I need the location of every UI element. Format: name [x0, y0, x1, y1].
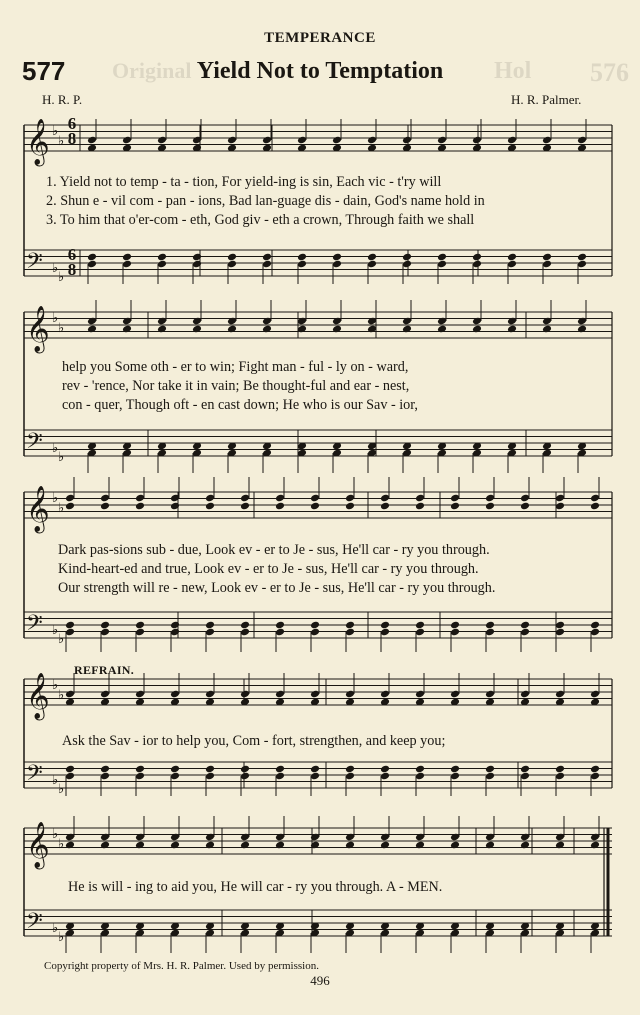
flat-icon: ♭	[52, 623, 59, 638]
note-head	[485, 502, 495, 511]
note-head	[205, 841, 215, 850]
note-head	[402, 253, 412, 262]
note-head	[590, 841, 600, 850]
staff-lines	[24, 119, 612, 953]
note-head	[332, 253, 342, 262]
note-head	[100, 621, 110, 630]
bleed-through-text: Original	[112, 58, 192, 83]
note-head	[65, 502, 75, 511]
note-head	[415, 621, 425, 630]
note-head	[157, 253, 167, 262]
note-head	[170, 765, 180, 774]
note-head	[310, 502, 320, 511]
note-head	[380, 621, 390, 630]
lyric-line: Ask the Sav - ior to help you, Com - fort, strengthen, and keep you;	[62, 733, 446, 749]
note-head	[205, 502, 215, 511]
bass-clef-icon: 𝄢	[26, 909, 43, 939]
bleed-through-text: 576	[590, 58, 629, 87]
note-head	[192, 325, 202, 334]
note-head	[240, 621, 250, 630]
note-head	[157, 325, 167, 334]
note-head	[520, 841, 530, 850]
flat-icon: ♭	[58, 688, 65, 703]
treble-clef-icon: 𝄞	[26, 119, 50, 165]
note-head	[275, 621, 285, 630]
note-head	[87, 253, 97, 262]
flat-icon: ♭	[58, 501, 65, 516]
time-signature-top: 6	[67, 245, 77, 264]
note-head	[227, 325, 237, 334]
bass-clef-icon: 𝄢	[26, 429, 43, 459]
note-head	[100, 841, 110, 850]
note-head	[415, 765, 425, 774]
note-head	[345, 841, 355, 850]
note-head	[415, 841, 425, 850]
note-head	[275, 502, 285, 511]
note-head	[135, 841, 145, 850]
note-head	[380, 502, 390, 511]
note-head	[485, 621, 495, 630]
note-head	[135, 502, 145, 511]
page-number: 496	[310, 973, 330, 988]
note-head	[590, 502, 600, 511]
note-head	[450, 765, 460, 774]
flat-icon: ♭	[58, 270, 65, 285]
lyric-line: rev - 'rence, Nor take it in vain; Be thought-ful and ear - nest,	[62, 378, 410, 394]
flat-icon: ♭	[52, 678, 59, 693]
note-head	[205, 765, 215, 774]
note-head	[240, 765, 250, 774]
treble-clef-icon: 𝄞	[26, 822, 50, 868]
clef-glyphs	[26, 119, 64, 945]
copyright-notice: Copyright property of Mrs. H. R. Palmer. Used by permission.	[44, 960, 319, 972]
lyric-line: con - quer, Though oft - en cast down; He who is our Sav - ior,	[62, 397, 418, 413]
note-head	[542, 325, 552, 334]
note-head	[262, 325, 272, 334]
note-head	[507, 325, 517, 334]
flat-icon: ♭	[52, 311, 59, 326]
note-head	[345, 765, 355, 774]
note-head	[485, 765, 495, 774]
note-head	[577, 253, 587, 262]
note-head	[520, 502, 530, 511]
time-signature	[66, 116, 78, 146]
note-head	[65, 621, 75, 630]
note-head	[520, 765, 530, 774]
note-head	[402, 325, 412, 334]
note-head	[590, 621, 600, 630]
note-head	[507, 253, 517, 262]
note-head	[240, 502, 250, 511]
flat-icon: ♭	[58, 134, 65, 149]
hymn-title: Yield Not to Temptation	[196, 58, 444, 84]
flat-icon: ♭	[58, 450, 65, 465]
hymn-number: 577	[22, 56, 66, 86]
note-head	[192, 253, 202, 262]
note-head	[205, 621, 215, 630]
flat-icon: ♭	[52, 921, 59, 936]
note-head	[275, 841, 285, 850]
note-head	[450, 502, 460, 511]
note-head	[100, 502, 110, 511]
note-head	[87, 325, 97, 334]
section-heading: TEMPERANCE	[264, 30, 376, 46]
note-head	[472, 325, 482, 334]
flat-icon: ♭	[58, 782, 65, 797]
words-credit: H. R. P.	[42, 92, 83, 107]
note-head	[310, 621, 320, 630]
time-signature	[66, 247, 78, 277]
note-head	[542, 253, 552, 262]
lyric-line: Our strength will re - new, Look ev - er to Je - sus, He'll car - ry you through.	[58, 580, 496, 596]
bleed-through-text: Hol	[494, 58, 532, 84]
flat-icon: ♭	[52, 773, 59, 788]
lyric-line: Kind-heart-ed and true, Look ev - er to Je - sus, He'll car - ry you through.	[58, 561, 479, 577]
note-head	[472, 253, 482, 262]
note-head	[520, 621, 530, 630]
flat-icon: ♭	[52, 491, 59, 506]
note-head	[122, 253, 132, 262]
note-head	[485, 841, 495, 850]
note-head	[450, 841, 460, 850]
note-head	[367, 253, 377, 262]
time-signature-bottom: 8	[67, 129, 77, 148]
lyric-line: 3. To him that o'er-com - eth, God giv - eth a crown, Through faith we shall	[46, 212, 475, 228]
music-credit: H. R. Palmer.	[511, 92, 582, 107]
treble-clef-icon: 𝄞	[26, 486, 50, 532]
note-head	[170, 841, 180, 850]
note-head	[437, 253, 447, 262]
flat-icon: ♭	[52, 261, 59, 276]
lyric-line: 2. Shun e - vil com - pan - ions, Bad lan-guage dis - dain, God's name hold in	[46, 193, 485, 209]
note-head	[555, 765, 565, 774]
note-head	[275, 765, 285, 774]
note-heads	[65, 136, 600, 938]
note-head	[135, 765, 145, 774]
flat-icon: ♭	[52, 441, 59, 456]
flat-icon: ♭	[58, 632, 65, 647]
bass-clef-icon: 𝄢	[26, 249, 43, 279]
note-head	[345, 621, 355, 630]
note-head	[437, 325, 447, 334]
note-head	[310, 841, 320, 850]
time-signature-top: 6	[67, 114, 77, 133]
flat-icon: ♭	[52, 124, 59, 139]
flat-icon: ♭	[58, 321, 65, 336]
note-head	[65, 765, 75, 774]
note-head	[380, 765, 390, 774]
note-head	[380, 841, 390, 850]
note-head	[240, 841, 250, 850]
refrain-label: REFRAIN.	[74, 663, 135, 677]
note-head	[590, 765, 600, 774]
lyric-line: He is will - ing to aid you, He will car - ry you through. A - MEN.	[68, 879, 443, 895]
note-head	[555, 841, 565, 850]
note-head	[577, 325, 587, 334]
note-head	[345, 502, 355, 511]
note-head	[227, 253, 237, 262]
lyric-line: Dark pas-sions sub - due, Look ev - er to Je - sus, He'll car - ry you through.	[58, 542, 490, 558]
flat-icon: ♭	[58, 837, 65, 852]
note-head	[170, 502, 180, 511]
note-head	[332, 325, 342, 334]
note-head	[122, 325, 132, 334]
note-head	[310, 765, 320, 774]
note-head	[135, 621, 145, 630]
lyric-line: help you Some oth - er to win; Fight man - ful - ly on - ward,	[62, 359, 409, 375]
note-head	[100, 765, 110, 774]
lyric-line: 1. Yield not to temp - ta - tion, For yield-ing is sin, Each vic - t'ry will	[46, 174, 442, 190]
note-head	[262, 253, 272, 262]
flat-icon: ♭	[52, 827, 59, 842]
flat-icon: ♭	[58, 930, 65, 945]
bass-clef-icon: 𝄢	[26, 761, 43, 791]
treble-clef-icon: 𝄞	[26, 306, 50, 352]
bass-clef-icon: 𝄢	[26, 611, 43, 641]
time-signature-bottom: 8	[67, 260, 77, 279]
treble-clef-icon: 𝄞	[26, 673, 50, 719]
note-head	[65, 841, 75, 850]
note-head	[450, 621, 460, 630]
note-head	[297, 253, 307, 262]
note-head	[415, 502, 425, 511]
note-head	[170, 621, 180, 630]
